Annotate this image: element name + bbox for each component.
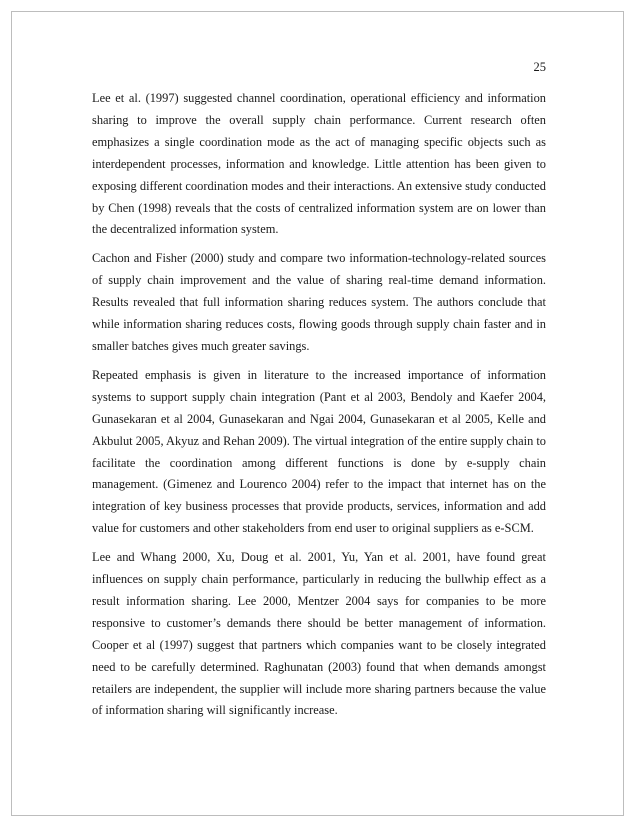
paragraph-2: Cachon and Fisher (2000) study and compare two information-technology-related sources of supply chain improvement and the value of sharing real-time demand information. Results revealed that full information sharing reduces system. The authors conclude that while information sharing reduces costs, flowing goods through supply chain faster and in smaller batches gives much greater savings. — [92, 251, 546, 353]
body-text — [92, 88, 546, 729]
page-number: 25 — [533, 60, 546, 74]
paragraph-3: Repeated emphasis is given in literature to the increased importance of information systems to support supply chain integration (Pant et al 2003, Bendoly and Kaefer 2004, Gunasekaran et al 2004, Gunasekaran and Ngai 2004, Gunasekaran et al 2005, Kelle and Akbulut 2005, Akyuz and Rehan 2009). The virtual integration of the entire supply chain to facilitate the coordination among different functions is done by e-supply chain management. (Gimenez and Lourenco 2004) refer to the impact that internet has on the integration of key business processes that provide products, services, information and add value for customers and other stakeholders from end user to original suppliers as e-SCM. — [92, 367, 546, 536]
paragraph-1: Lee et al. (1997) suggested channel coordination, operational efficiency and information sharing to improve the overall supply chain performance. Current research often emphasizes a single coordination mode as the act of managing specific objects such as interdependent processes, information and knowledge. Little attention has been given to exposing different coordination modes and their interactions. An extensive study conducted by Chen (1998) reveals that the costs of centralized information system are on lower than the decentralized information system. — [92, 91, 546, 237]
paragraph-4: Lee and Whang 2000, Xu, Doug et al. 2001, Yu, Yan et al. 2001, have found great influences on supply chain performance, particularly in reducing the bullwhip effect as a result information sharing. Lee 2000, Mentzer 2004 says for companies to be more responsive to customer’s demands there should be better management of information. Cooper et al (1997) suggest that partners which companies want to be closely integrated need to be carefully determined. Raghunatan (2003) found that when demands amongst retailers are independent, the supplier will include more sharing partners because the value of information sharing will significantly increase. — [92, 550, 546, 718]
